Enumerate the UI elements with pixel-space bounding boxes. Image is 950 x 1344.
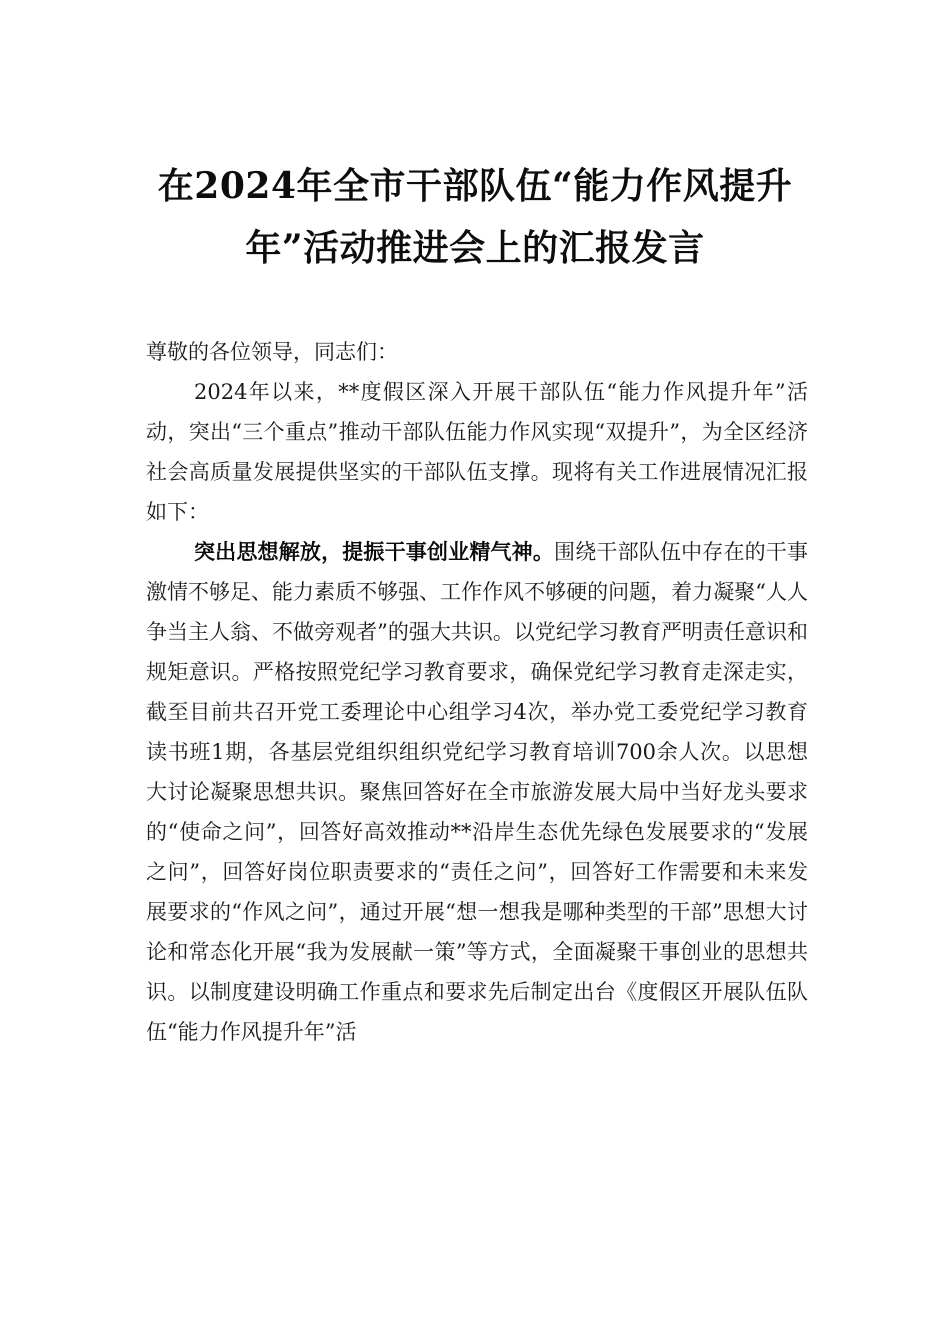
document-body: [146, 332, 808, 1052]
document-title-line-2: 年”活动推进会上的汇报发言: [245, 227, 705, 269]
section-1-paragraph: [146, 532, 808, 1052]
greeting: 尊敬的各位领导，同志们：: [146, 340, 398, 364]
intro-paragraph: 2024年以来，**度假区深入开展干部队伍“能力作风提升年”活动，突出“三个重点”推动干部队伍能力作风实现“双提升”，为全区经济社会高质量发展提供坚实的干部队伍支撑。现将有关工作进展情况汇报如下：: [146, 380, 808, 524]
section-1-body: 围绕干部队伍中存在的干事激情不够足、能力素质不够强、工作作风不够硬的问题，着力凝聚“人人争当主人翁、不做旁观者”的强大共识。以党纪学习教育严明责任意识和规矩意识。严格按照党纪学习教育要求，确保党纪学习教育走深走实，截至目前共召开党工委理论中心组学习4次，举办党工委党纪学习教育读书班1期，各基层党组织组织党纪学习教育培训700余人次。以思想大讨论凝聚思想共识。聚焦回答好在全市旅游发展大局中当好龙头要求的“使命之问”，回答好高效推动**沿岸生态优先绿色发展要求的“发展之问”，回答好岗位职责要求的“责任之问”，回答好工作需要和未来发展要求的“作风之问”，通过开展“想一想我是哪种类型的干部”思想大讨论和常态化开展“我为发展献一策”等方式，全面凝聚干事创业的思想共识。以制度建设明确工作重点和要求先后制定出台《度假区开展队伍队伍“能力作风提升年”活: [146, 540, 809, 1044]
section-1-heading: 突出思想解放，提振干事创业精气神。: [194, 540, 555, 564]
document-title-line-1: 在2024年全市干部队伍“能力作风提升: [157, 165, 793, 207]
